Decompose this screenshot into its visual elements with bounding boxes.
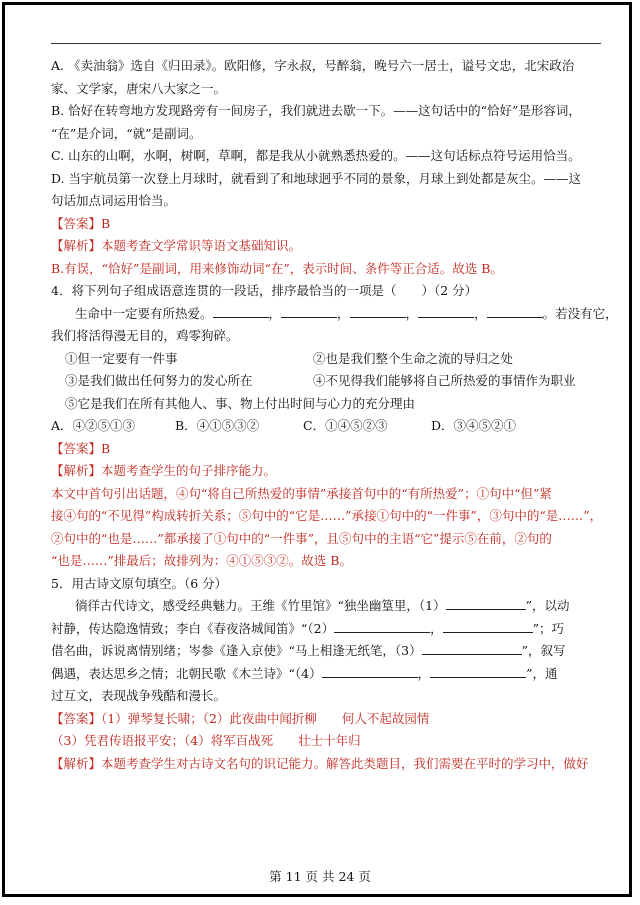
q4-stem: 4．将下列句子组成语意连贯的一段话，排序最恰当的一项是（ ）（2 分） xyxy=(51,283,478,298)
q4-sentence-1: ①但一定要有一件事 xyxy=(65,350,178,366)
q3-option-d-line2: 句话加点词运用恰当。 xyxy=(51,193,177,208)
q4-option-c: C．①④⑤②③ xyxy=(303,418,388,433)
q5-answer xyxy=(51,708,603,731)
page-number: 第 11 页 共 24 页 xyxy=(269,869,371,884)
q5-text: ”，以动 xyxy=(525,598,570,613)
q5-stem: 5．用古诗文原句填空。（6 分） xyxy=(51,575,228,591)
document-body xyxy=(51,55,618,775)
q5-text: 偶遇，表达思乡之情；北朝民歌《木兰诗》“（4） xyxy=(51,665,322,681)
q4-analysis-line2: 本文中首句引出话题，④句“将自己所热爱的事情”承接首句中的“有所热爱”；①句中“但”紧 xyxy=(51,485,552,501)
fill-blank xyxy=(446,595,526,610)
fill-blank xyxy=(281,303,337,318)
q4-passage-start: 生命中一定要有所热爱。 xyxy=(75,305,213,321)
q3-option-a-line1: A. 《卖油翁》选自《归田录》。欧阳修，字永叔，号醉翁，晚号六一居士，谥号文忠，北宋政治 xyxy=(51,58,575,73)
analysis-tag: 【解析】 xyxy=(51,463,102,478)
q4-answer xyxy=(51,438,603,461)
q5-analysis xyxy=(51,753,603,776)
q5-line5: 过互文，表现战争残酷和漫长。 xyxy=(51,688,227,703)
q5-text: 衬静，传达隐逸情致；李白《春夜洛城闻笛》“（2） xyxy=(51,620,335,636)
q5-text: ， xyxy=(417,665,431,681)
q4-passage-line1: 生命中一定要有所热爱。 ， ， ， ， 。若没有它， xyxy=(51,303,603,326)
fill-blank xyxy=(443,618,533,633)
q4-analysis-line5: “也是……”排最后；故排列为：④①⑤③②。故选 B。 xyxy=(51,553,352,568)
q3-option-a-line2: 家、文学家，唐宋八大家之一。 xyxy=(51,80,227,96)
q5-line1 xyxy=(51,595,603,618)
q3-option-c: C. 山东的山啊，水啊，树啊，草啊，都是我从小就熟悉热爱的。——这句话标点符号运用恰当。 xyxy=(51,148,581,163)
q5-text: ”，叙写 xyxy=(521,643,566,658)
q5-line4 xyxy=(51,663,603,686)
fill-blank xyxy=(487,303,543,318)
q4-sentences-row2 xyxy=(51,370,603,393)
q4-passage-end: 。若没有它， xyxy=(542,305,618,321)
fill-blank xyxy=(213,303,269,318)
q4-option-b: B．④①⑤③② xyxy=(175,418,260,433)
q5-line2 xyxy=(51,618,603,641)
q4-analysis xyxy=(51,460,603,483)
q3-option-d-line1: D. 当宇航员第一次登上月球时，就看到了和地球迥乎不同的景象，月球上到处都是灰尘。——这 xyxy=(51,170,582,186)
q4-sentence-2: ②也是我们整个生命之流的导归之处 xyxy=(313,350,514,366)
analysis-text: 本题考查学生对古诗文名句的识记能力。解答此类题目，我们需要在平时的学习中，做好 xyxy=(101,755,589,771)
q4-analysis-line4: ②句中的“也是……”都承接了①句中的“一件事”，且⑤句中的主语“它”提示⑤在前，②句的 xyxy=(51,530,552,546)
analysis-tag: 【解析】 xyxy=(51,755,102,771)
analysis-text: 本题考查学生的句子排序能力。 xyxy=(101,463,277,478)
q5-text: 借名曲，诉说离情别绪；岑参《逢入京使》“马上相逢无纸笔，（3） xyxy=(51,643,422,658)
page-frame xyxy=(2,2,632,897)
analysis-text: 本题考查文学常识等语文基础知识。 xyxy=(101,238,302,253)
q5-text: ”，通 xyxy=(526,665,558,681)
q4-option-d: D．③④⑤②① xyxy=(431,418,517,433)
q3-answer xyxy=(51,213,603,236)
header-rule xyxy=(51,43,601,44)
q5-text: ， xyxy=(430,620,443,636)
fill-blank xyxy=(322,663,418,678)
answer-tag: 【答案】 xyxy=(51,710,102,726)
q4-analysis-line3: 接④句的“不见得”构成转折关系；⑤句中的“它是……”承接①句中的“一件事”，③句中的“是……”， xyxy=(51,508,603,523)
fill-blank xyxy=(418,303,474,318)
fill-blank xyxy=(422,640,522,655)
analysis-tag: 【解析】 xyxy=(51,238,102,253)
fill-blank xyxy=(350,303,406,318)
q4-sentence-5: ⑤它是我们在所有其他人、事、物上付出时间与心力的充分理由 xyxy=(65,395,416,411)
q4-sentence-4: ④不见得我们能够将自己所热爱的事情作为职业 xyxy=(313,373,576,388)
q4-sentences-row1 xyxy=(51,348,603,371)
q3-analysis xyxy=(51,235,603,258)
q4-options xyxy=(51,415,603,438)
q4-passage-line2: 我们将活得漫无目的，鸡零狗碎。 xyxy=(51,328,239,343)
q5-text: 徜徉古代诗文，感受经典魅力。王维《竹里馆》“独坐幽篁里，（1） xyxy=(75,598,446,613)
fill-blank xyxy=(430,663,526,678)
q3-analysis-line2: B.有误，“恰好”是副词，用来修饰动词“在”，表示时间、条件等正合适。故选 B。 xyxy=(51,260,503,276)
q4-sentence-3: ③是我们做出任何努力的发心所在 xyxy=(65,373,253,388)
q3-option-b-line1: B. 恰好在转弯地方发现路旁有一间房子，我们就进去歇一下。——这句话中的“恰好”是形容词， xyxy=(51,103,581,118)
q5-answer-line2: （3）凭君传语报平安；（4）将军百战死 壮士十年归 xyxy=(51,733,361,748)
q5-text: ”；巧 xyxy=(532,620,565,636)
answer-tag: 【答案】 xyxy=(51,215,102,231)
answer-tag: 【答案】 xyxy=(51,440,102,456)
q3-option-b-line2: “在”是介词，“就”是副词。 xyxy=(51,125,202,141)
fill-blank xyxy=(334,618,430,633)
answer-value: B xyxy=(101,440,111,456)
q4-option-a: A．④②⑤①③ xyxy=(51,418,136,433)
answer-value: （1）弹琴复长啸；（2）此夜曲中闻折柳 何人不起故园情 xyxy=(101,710,430,726)
q5-line3 xyxy=(51,640,603,663)
answer-value: B xyxy=(101,215,111,231)
